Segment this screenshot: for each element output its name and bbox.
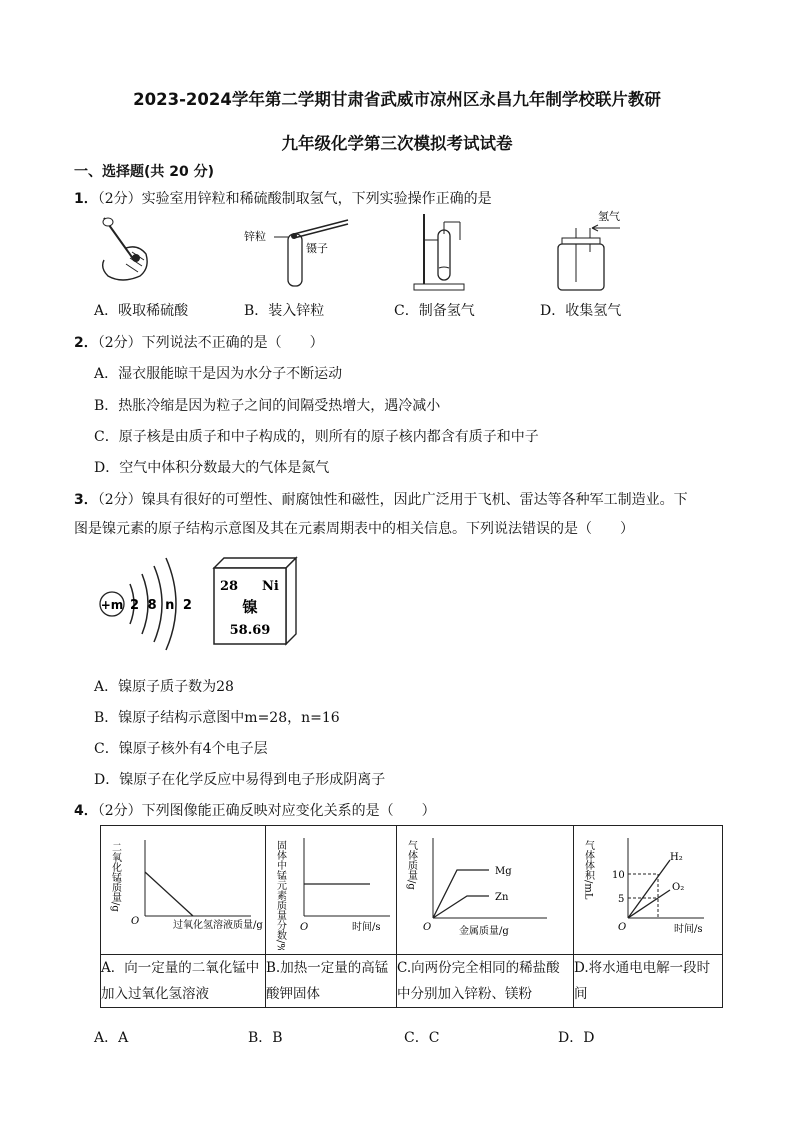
graph-a-xlabel: 过氧化氢溶液质量/g <box>173 920 263 931</box>
q4-option-a[interactable]: A．A <box>94 1030 129 1046</box>
question-text: 下列说法不正确的是（ ） <box>141 335 324 351</box>
zinc-label: 锌粒 <box>244 230 266 243</box>
question-text: 实验室用锌粒和稀硫酸制取氢气，下列实验操作正确的是 <box>141 191 492 207</box>
graph-d-cell <box>574 826 723 955</box>
question-2 <box>74 332 324 352</box>
caption-c: C.向两份完全相同的稀盐酸中分别加入锌粉、镁粉 <box>397 955 574 1008</box>
exam-title-line1: 2023-2024学年第二学期甘肃省武威市凉州区永昌九年制学校联片教研 <box>133 90 661 109</box>
caption-a: A．向一定量的二氧化锰中加入过氧化氢溶液 <box>101 955 266 1008</box>
graph-a-ylabel: 二氧化锰质量/g <box>109 842 121 912</box>
graph-b <box>266 826 396 950</box>
gas-collection-illustration <box>556 208 656 294</box>
q4-option-c[interactable]: C．C <box>404 1030 440 1046</box>
question-number: 4． <box>74 803 98 819</box>
graph-a-origin: O <box>131 916 140 927</box>
question-number: 1． <box>74 191 98 207</box>
q2-option-a[interactable]: A．湿衣服能晾干是因为水分子不断运动 <box>94 366 343 382</box>
question-text: 镍具有很好的可塑性、耐腐蚀性和磁性，因此广泛用于飞机、雷达等各种军工制造业。下 <box>141 492 688 508</box>
exam-title-line2: 九年级化学第三次模拟考试试卷 <box>281 134 513 153</box>
caption-d: D.将水通电电解一段时间 <box>574 955 723 1008</box>
graph-d-tick-10: 10 <box>612 870 625 881</box>
graph-b-origin: O <box>300 922 309 933</box>
nickel-atom-diagram <box>96 554 196 652</box>
section-title: 一、选择题(共 20 分) <box>74 164 215 180</box>
tube-tweezers-illustration <box>244 212 354 292</box>
electron-shells: 2 8 n 2 <box>130 598 194 613</box>
graph-table <box>100 825 723 1008</box>
graph-c-series1: Mg <box>495 866 512 877</box>
q1-option-d[interactable]: D．收集氢气 <box>540 303 622 319</box>
graph-d-xlabel: 时间/s <box>674 924 703 935</box>
graph-d <box>574 826 722 950</box>
atomic-number: 28 <box>220 579 239 594</box>
graph-b-cell <box>266 826 397 955</box>
question-3-continued: 图是镍元素的原子结构示意图及其在元素周期表中的相关信息。下列说法错误的是（ ） <box>74 521 634 537</box>
q3-option-c[interactable]: C．镍原子核外有4个电子层 <box>94 741 268 757</box>
graph-c-ylabel: 气体质量/g <box>405 840 417 890</box>
graph-c-cell <box>397 826 574 955</box>
hydrogen-label: 氢气 <box>598 210 620 223</box>
tweezers-label: 镊子 <box>306 242 328 255</box>
q3-option-a[interactable]: A．镍原子质子数为28 <box>94 679 234 695</box>
nucleus-charge: +m <box>100 598 124 612</box>
graph-a <box>101 826 265 950</box>
graph-c-series2: Zn <box>495 892 509 903</box>
graph-d-series1: H₂ <box>670 852 683 863</box>
hydrogen-apparatus-illustration <box>412 210 472 294</box>
q2-option-c[interactable]: C．原子核是由质子和中子构成的，则所有的原子核内都含有质子和中子 <box>94 429 539 445</box>
q4-option-d[interactable]: D．D <box>558 1030 595 1046</box>
nickel-element-cell <box>210 556 300 646</box>
q4-option-b[interactable]: B．B <box>248 1030 283 1046</box>
question-text: 下列图像能正确反映对应变化关系的是（ ） <box>141 803 436 819</box>
question-4 <box>74 800 436 820</box>
graph-d-ylabel: 气体体积/mL <box>582 840 594 900</box>
q2-option-d[interactable]: D．空气中体积分数最大的气体是氮气 <box>94 460 330 476</box>
q1-option-b[interactable]: B．装入锌粒 <box>244 303 325 319</box>
question-number: 2． <box>74 335 98 351</box>
graph-a-cell <box>101 826 266 955</box>
q1-option-a[interactable]: A．吸取稀硫酸 <box>94 303 189 319</box>
graph-d-origin: O <box>618 922 627 933</box>
question-number: 3． <box>74 492 98 508</box>
element-name: 镍 <box>242 598 258 616</box>
question-score: （2分） <box>97 335 142 351</box>
caption-b: B.加热一定量的高锰酸钾固体 <box>266 955 397 1008</box>
graph-b-ylabel: 固体中锰元素质量分数/% <box>274 840 286 950</box>
atomic-mass: 58.69 <box>229 623 271 638</box>
question-3 <box>74 489 688 509</box>
graph-c-xlabel: 金属质量/g <box>459 926 509 937</box>
graph-d-tick-5: 5 <box>618 894 625 905</box>
question-1 <box>74 188 492 208</box>
graph-c <box>397 826 573 950</box>
graph-c-origin: O <box>423 922 432 933</box>
q1-option-c[interactable]: C．制备氢气 <box>394 303 475 319</box>
element-symbol: Ni <box>262 579 279 594</box>
q3-option-b[interactable]: B．镍原子结构示意图中m=28，n=16 <box>94 710 340 726</box>
graph-b-xlabel: 时间/s <box>352 922 381 933</box>
question-score: （2分） <box>97 492 142 508</box>
question-score: （2分） <box>97 803 142 819</box>
q2-option-b[interactable]: B．热胀冷缩是因为粒子之间的间隔受热增大，遇冷减小 <box>94 398 441 414</box>
graph-d-series2: O₂ <box>672 882 685 893</box>
q3-option-d[interactable]: D．镍原子在化学反应中易得到电子形成阴离子 <box>94 772 386 788</box>
dropper-hand-illustration <box>96 210 156 292</box>
question-score: （2分） <box>97 191 142 207</box>
